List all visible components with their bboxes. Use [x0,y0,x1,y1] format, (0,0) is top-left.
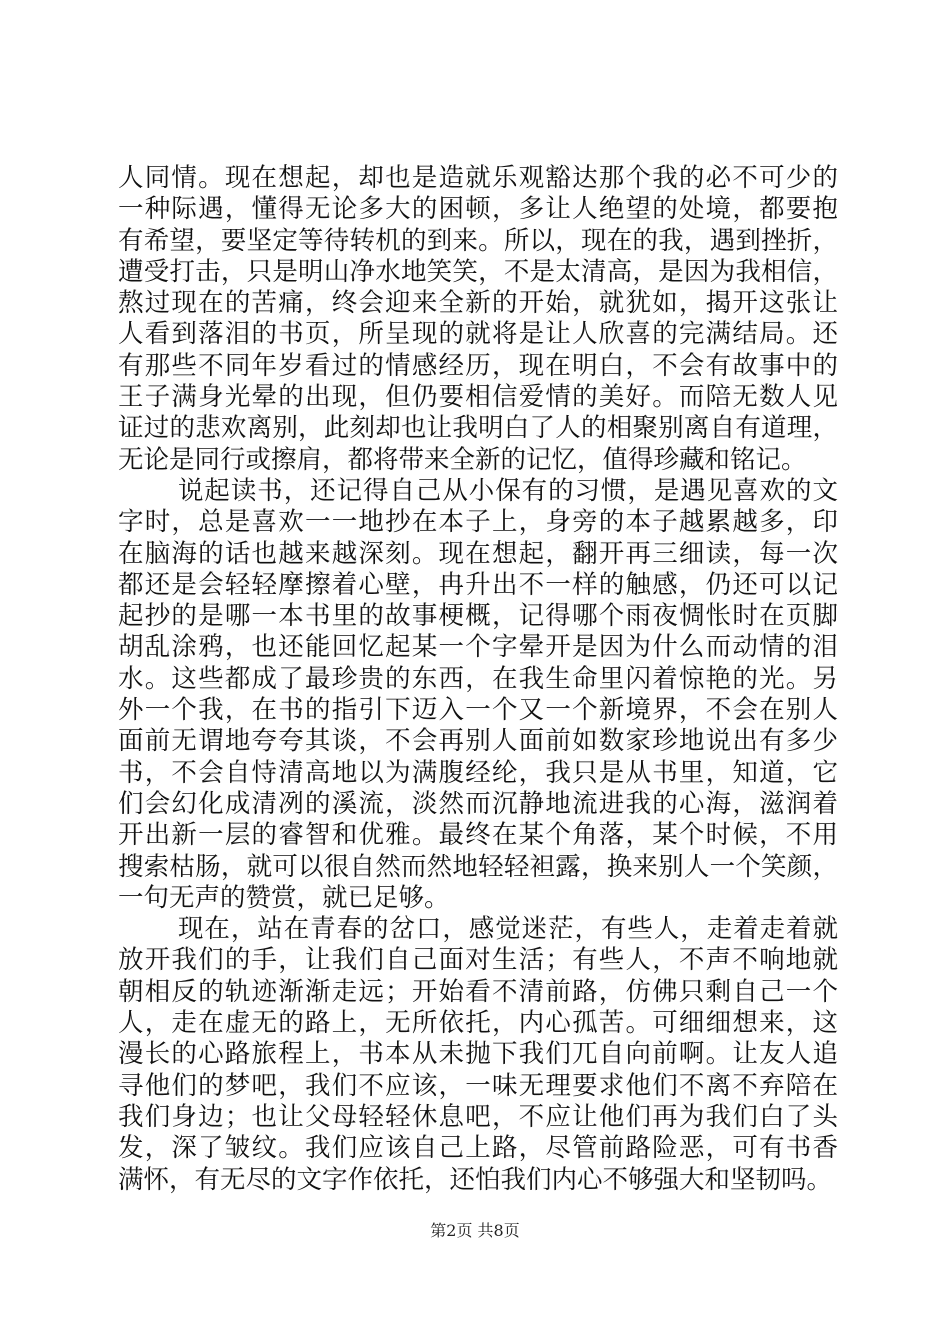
text-line: 无论是同行或擦肩，都将带来全新的记忆，值得珍藏和铭记。 [118,444,807,475]
text-line: 开出新一层的睿智和优雅。最终在某个角落，某个时候，不用 [118,820,838,851]
text-line: 发，深了皱纹。我们应该自己上路，尽管前路险恶，可有书香 [118,1133,838,1164]
text-line: 一句无声的赞赏，就已足够。 [118,882,450,913]
text-line: 寻他们的梦吧，我们不应该，一味无理要求他们不离不弃陪在 [118,1070,838,1101]
text-line: 我们身边；也让父母轻轻休息吧，不应让他们再为我们白了头 [118,1101,838,1132]
text-line: 朝相反的轨迹渐渐走远；开始看不清前路，仿佛只剩自己一个 [118,976,838,1007]
text-line: 们会幻化成清冽的溪流，淡然而沉静地流进我的心海，滋润着 [118,788,838,819]
text-line: 遭受打击，只是明山净水地笑笑，不是太清高，是因为我相信， [118,256,838,287]
text-line: 都还是会轻轻摩擦着心壁，冉升出不一样的触感，仍还可以记 [118,569,838,600]
text-line: 满怀，有无尽的文字作依托，还怕我们内心不够强大和坚韧吗。 [118,1164,833,1195]
text-line: 王子满身光晕的出现，但仍要相信爱情的美好。而陪无数人见 [118,382,838,413]
text-line: 书，不会自恃清高地以为满腹经纶，我只是从书里，知道，它 [118,757,838,788]
text-line: 搜索枯肠，就可以很自然而然地轻轻袒露，换来别人一个笑颜， [118,851,838,882]
text-line: 面前无谓地夸夸其谈，不会再别人面前如数家珍地说出有多少 [118,726,838,757]
text-line: 熬过现在的苦痛，终会迎来全新的开始，就犹如，揭开这张让 [118,288,838,319]
text-line: 一种际遇，懂得无论多大的困顿，多让人绝望的处境，都要抱 [118,194,838,225]
text-line: 现在，站在青春的岔口，感觉迷茫，有些人，走着走着就 [178,914,838,945]
text-line: 字时，总是喜欢一一地抄在本子上，身旁的本子越累越多，印 [118,507,838,538]
text-line: 胡乱涂鸦，也还能回忆起某一个字晕开是因为什么而动情的泪 [118,632,838,663]
text-line: 人看到落泪的书页，所呈现的就将是让人欣喜的完满结局。还 [118,319,838,350]
text-line: 证过的悲欢离别，此刻却也让我明白了人的相聚别离自有道理， [118,413,838,444]
text-line: 起抄的是哪一本书里的故事梗概，记得哪个雨夜惆怅时在页脚 [118,601,838,632]
page-number: 第2页 共8页 [430,1221,520,1240]
text-line: 有希望，要坚定等待转机的到来。所以，现在的我，遇到挫折， [118,225,838,256]
text-line: 放开我们的手，让我们自己面对生活；有些人，不声不响地就 [118,945,838,976]
text-line: 说起读书，还记得自己从小保有的习惯，是遇见喜欢的文 [178,475,838,506]
text-line: 外一个我，在书的指引下迈入一个又一个新境界，不会在别人 [118,695,838,726]
body-text [118,163,838,1196]
text-line: 水。这些都成了最珍贵的东西，在我生命里闪着惊艳的光。另 [118,663,838,694]
text-line: 有那些不同年岁看过的情感经历，现在明白，不会有故事中的 [118,350,838,381]
text-line: 在脑海的话也越来越深刻。现在想起，翻开再三细读，每一次 [118,538,838,569]
text-line: 漫长的心路旅程上，书本从未抛下我们兀自向前啊。让友人追 [118,1039,838,1070]
text-line: 人同情。现在想起，却也是造就乐观豁达那个我的必不可少的 [118,163,838,193]
text-line: 人，走在虚无的路上，无所依托，内心孤苦。可细细想来，这 [118,1008,838,1039]
